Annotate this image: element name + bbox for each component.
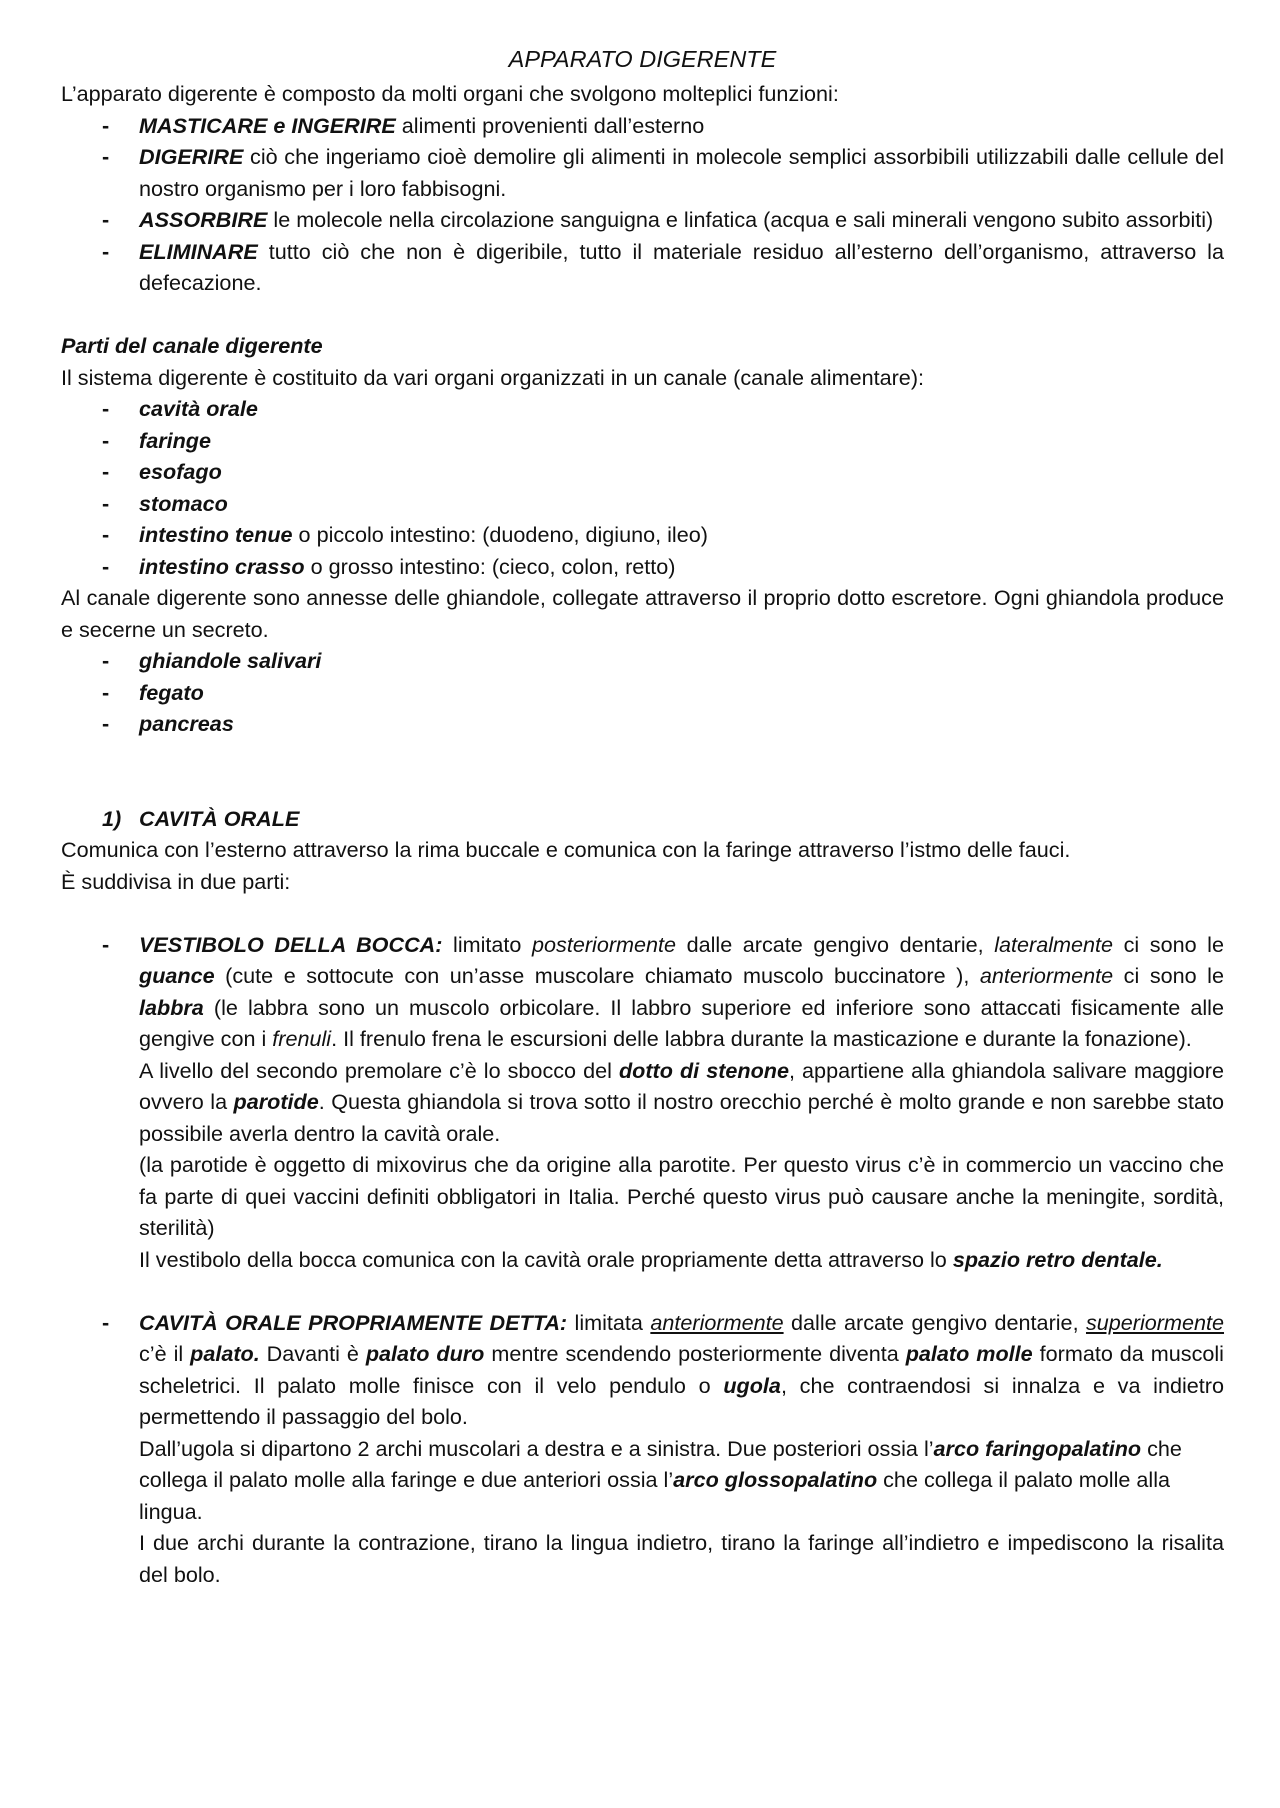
intro-paragraph: L’apparato digerente è composto da molti organi che svolgono molteplici funzioni: — [61, 81, 839, 106]
list-item: - DIGERIRE ciò che ingeriamo cioè demolire gli alimenti in molecole semplici assorbibili utilizzabili dalle cellule del nostro organismo per i loro fabbisogni. — [61, 141, 1224, 204]
section1-paragraph-1: Comunica con l’esterno attraverso la rima buccale e comunica con la faringe attraverso l’istmo delle fauci. — [61, 837, 1071, 862]
list-item: - stomaco — [102, 490, 228, 516]
vestibolo-paragraph-4: Il vestibolo della bocca comunica con la cavità orale propriamente detta attraverso lo spazio retro dentale. — [139, 1246, 1163, 1272]
propria-paragraph-2: Dall’ugola si dipartono 2 archi muscolari a destra e a sinistra. Due posteriori ossia l’arco faringopalatino che collega il palato molle alla faringe e due anteriori ossia l’arco glossopalatino che collega il palato molle alla lingua. — [139, 1435, 1182, 1524]
list-item: - ASSORBIRE le molecole nella circolazione sanguigna e linfatica (acqua e sali minerali vengono subito assorbiti) — [61, 204, 1224, 236]
list-item: - cavità orale — [102, 396, 258, 421]
organs-list — [61, 393, 1224, 582]
glands-intro: Al canale digerente sono annesse delle ghiandole, collegate attraverso il proprio dotto escretore. Ogni ghiandola produce e secerne un secreto. — [61, 585, 1224, 642]
list-item-vestibolo: - VESTIBOLO DELLA BOCCA: limitato posteriormente dalle arcate gengivo dentarie, lateralmente ci sono le guance (cute e sottocute con un’asse muscolare chiamato muscolo buccinatore ), anteriormente ci sono le labbra (le labbra sono un muscolo orbicolare. Il labbro superiore ed inferiore sono attaccati fisicamente alle gengive con i frenuli. Il frenulo frena le escursioni delle labbra durante la masticazione e durante la fonazione). — [102, 931, 1224, 1051]
list-item: - pancreas — [102, 711, 234, 736]
list-item: - ghiandole salivari — [102, 648, 322, 673]
functions-list — [61, 110, 1224, 299]
list-item-propria: - CAVITÀ ORALE PROPRIAMENTE DETTA: limitata anteriormente dalle arcate gengivo dentarie, superiormente c’è il palato. Davanti è palato duro mentre scendendo posteriormente diventa palato molle formato da muscoli scheletrici. Il palato molle finisce con il velo pendulo o ugola, che contraendosi si innalza e va indietro permettendo il passaggio del bolo. — [102, 1309, 1225, 1429]
section-heading-cavita-orale: 1) CAVITÀ ORALE — [102, 805, 300, 831]
list-item: - faringe — [102, 427, 211, 453]
list-item: - MASTICARE e INGERIRE alimenti provenienti dall’esterno — [61, 110, 1224, 142]
section-heading: Parti del canale digerente — [61, 333, 323, 358]
list-item: - intestino crasso o grosso intestino: (cieco, colon, retto) — [102, 553, 676, 579]
list-item: - ELIMINARE tutto ciò che non è digeribile, tutto il materiale residuo all’esterno dell’organismo, attraverso la defecazione. — [61, 236, 1224, 299]
parts-intro: Il sistema digerente è costituito da vari organi organizzati in un canale (canale alimentare): — [61, 364, 925, 390]
bullet-dash: - — [102, 112, 110, 138]
document-page — [61, 44, 1224, 1590]
glands-list — [61, 645, 1224, 740]
propria-paragraph-3: I due archi durante la contrazione, tirano la lingua indietro, tirano la faringe all’indietro e impediscono la risalita del bolo. — [139, 1530, 1224, 1587]
page-title: APPARATO DIGERENTE — [508, 46, 777, 72]
propria-block — [61, 1307, 1224, 1433]
section1-paragraph-2: È suddivisa in due parti: — [61, 868, 291, 894]
vestibolo-block — [61, 929, 1224, 1055]
list-item: - fegato — [102, 679, 204, 705]
bullet-dash: - — [102, 238, 110, 264]
bullet-dash: - — [102, 207, 110, 232]
vestibolo-paragraph-3: (la parotide è oggetto di mixovirus che da origine alla parotite. Per questo virus c’è in commercio un vaccino che fa parte di quei vaccini definiti obbligatori in Italia. Perché questo virus può causare anche la meningite, sordità, sterilità) — [139, 1152, 1224, 1240]
vestibolo-paragraph-2: A livello del secondo premolare c’è lo sbocco del dotto di stenone, appartiene alla ghiandola salivare maggiore ovvero la parotide. Questa ghiandola si trova sotto il nostro orecchio perché è molto grande e non sarebbe stato possibile averla dentro la cavità orale. — [139, 1057, 1224, 1146]
list-item: - esofago — [102, 459, 222, 484]
list-item: - intestino tenue o piccolo intestino: (duodeno, digiuno, ileo) — [102, 522, 708, 547]
bullet-dash: - — [102, 144, 110, 169]
